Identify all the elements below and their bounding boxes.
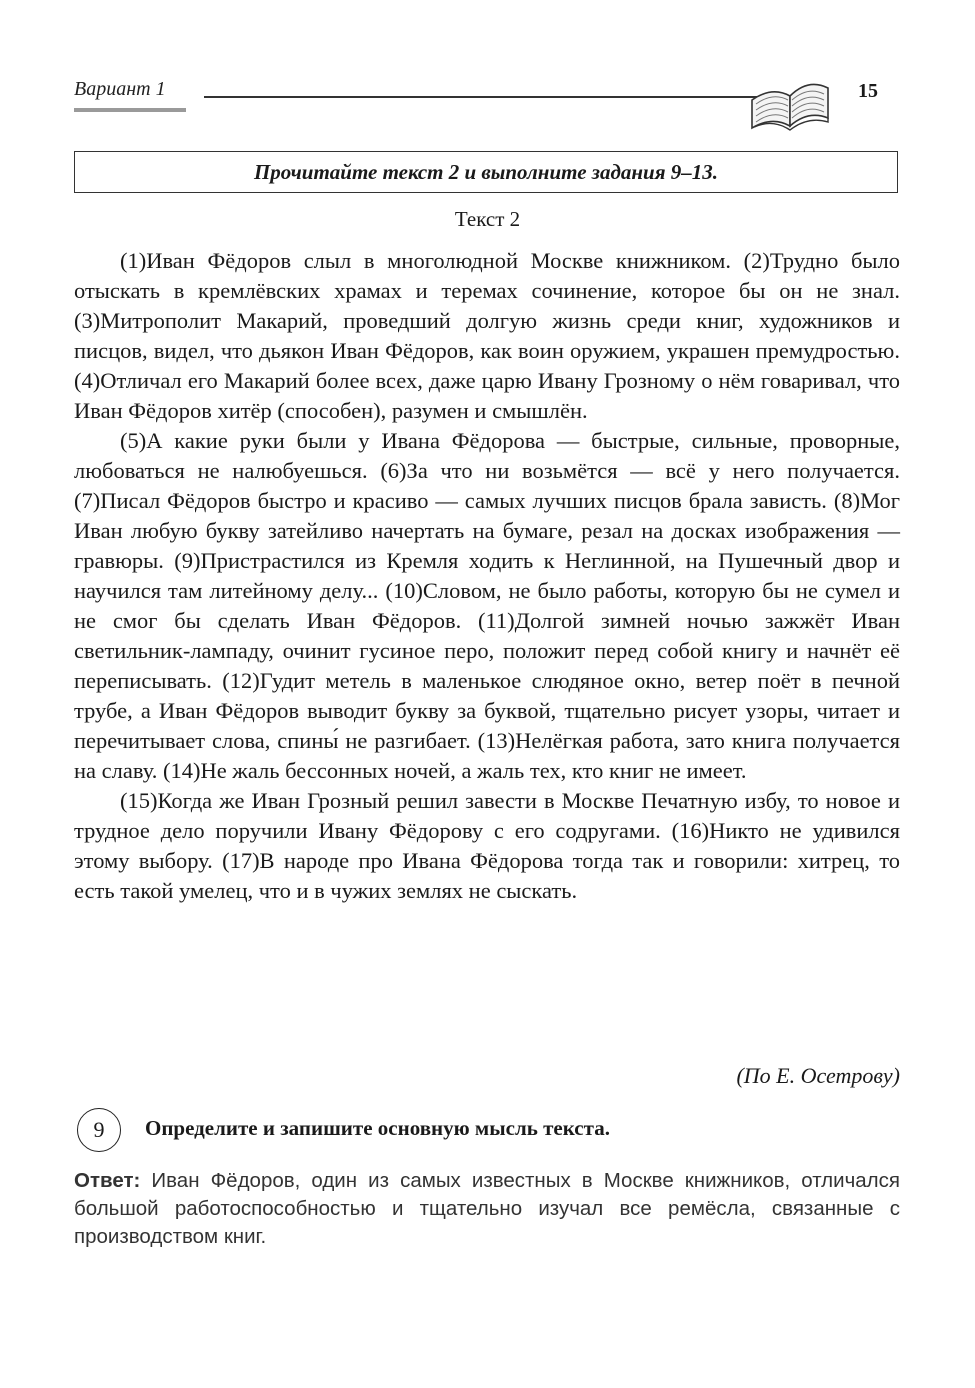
header-rule — [204, 96, 764, 98]
task-number-badge: 9 — [77, 1108, 121, 1152]
task-prompt: Определите и запишите основную мысль текста. — [145, 1116, 610, 1140]
answer-label: Ответ: — [74, 1169, 141, 1192]
answer-block — [74, 1167, 900, 1251]
paragraph-1: (1)Иван Фёдоров слыл в многолюдной Москве книжником. (2)Трудно было отыскать в кремлёвских храмах и теремах сочинение, которое бы он не знал. (3)Митрополит Макарий, проведший долгую жизнь среди книг, художников и писцов, видел, что дьякон Иван Фёдоров, как воин оружием, украшен премудростью. (4)Отличал его Макарий более всех, даже царю Ивану Грозному о нём говаривал, что Иван Фёдоров хитёр (способен), разумен и смышлён. — [74, 248, 900, 423]
paragraph-2: (5)А какие руки были у Ивана Фёдорова — быстрые, сильные, проворные, любоваться не налюбуешься. (6)За что ни возьмётся — всё у него получается. (7)Писал Фёдоров быстро и красиво — самых лучших писцов брала зависть. (8)Мог Иван любую букву затейливо начертать на бумаге, резал на досках изображения — гравюры. (9)Пристрастился из Кремля ходить к Неглинной, на Пушечный двор и научился там литейному делу... (10)Словом, не было работы, которую бы не сумел и не смог бы сделать Иван Фёдоров. (11)Долгой зимней ночью зажжёт Иван светильник-лампаду, очинит гусиное перо, положит перед собой книгу и начнёт её переписывать. (12)Гудит метель в маленькое слюдяное окно, ветер поёт в печной трубе, а Иван Фёдоров выводит букву за буквой, тщательно рисует узоры, читает и перечитывает слова, спины́ не разгибает. (13)Нелёгкая работа, зато книга получается на славу. (14)Не жаль бессонных ночей, а жаль тех, кто книг не имеет. — [74, 428, 900, 783]
paragraph-3: (15)Когда же Иван Грозный решил завести в Москве Печатную избу, то новое и трудное дело поручили Ивану Фёдорову с его содругами. (16)Никто не удивился этому выбору. (17)В народе про Ивана Фёдорова тогда так и говорили: хитрец, то есть такой умелец, что и в чужих землях не сыскать. — [74, 788, 900, 903]
page-header — [74, 72, 900, 122]
text-title: Текст 2 — [454, 207, 521, 231]
reading-text — [74, 246, 900, 906]
open-book-icon — [746, 66, 834, 134]
answer-text: Иван Фёдоров, один из самых известных в Москве книжников, отличался большой работоспособностью и тщательно изучал все ремёсла, связанные с производством книг. — [74, 1169, 900, 1248]
instruction-box: Прочитайте текст 2 и выполните задания 9–13. — [74, 151, 898, 193]
variant-underline — [74, 108, 186, 112]
variant-label: Вариант 1 — [74, 78, 166, 100]
text-source: (По Е. Осетрову) — [736, 1063, 900, 1088]
page-number: 15 — [858, 80, 878, 102]
